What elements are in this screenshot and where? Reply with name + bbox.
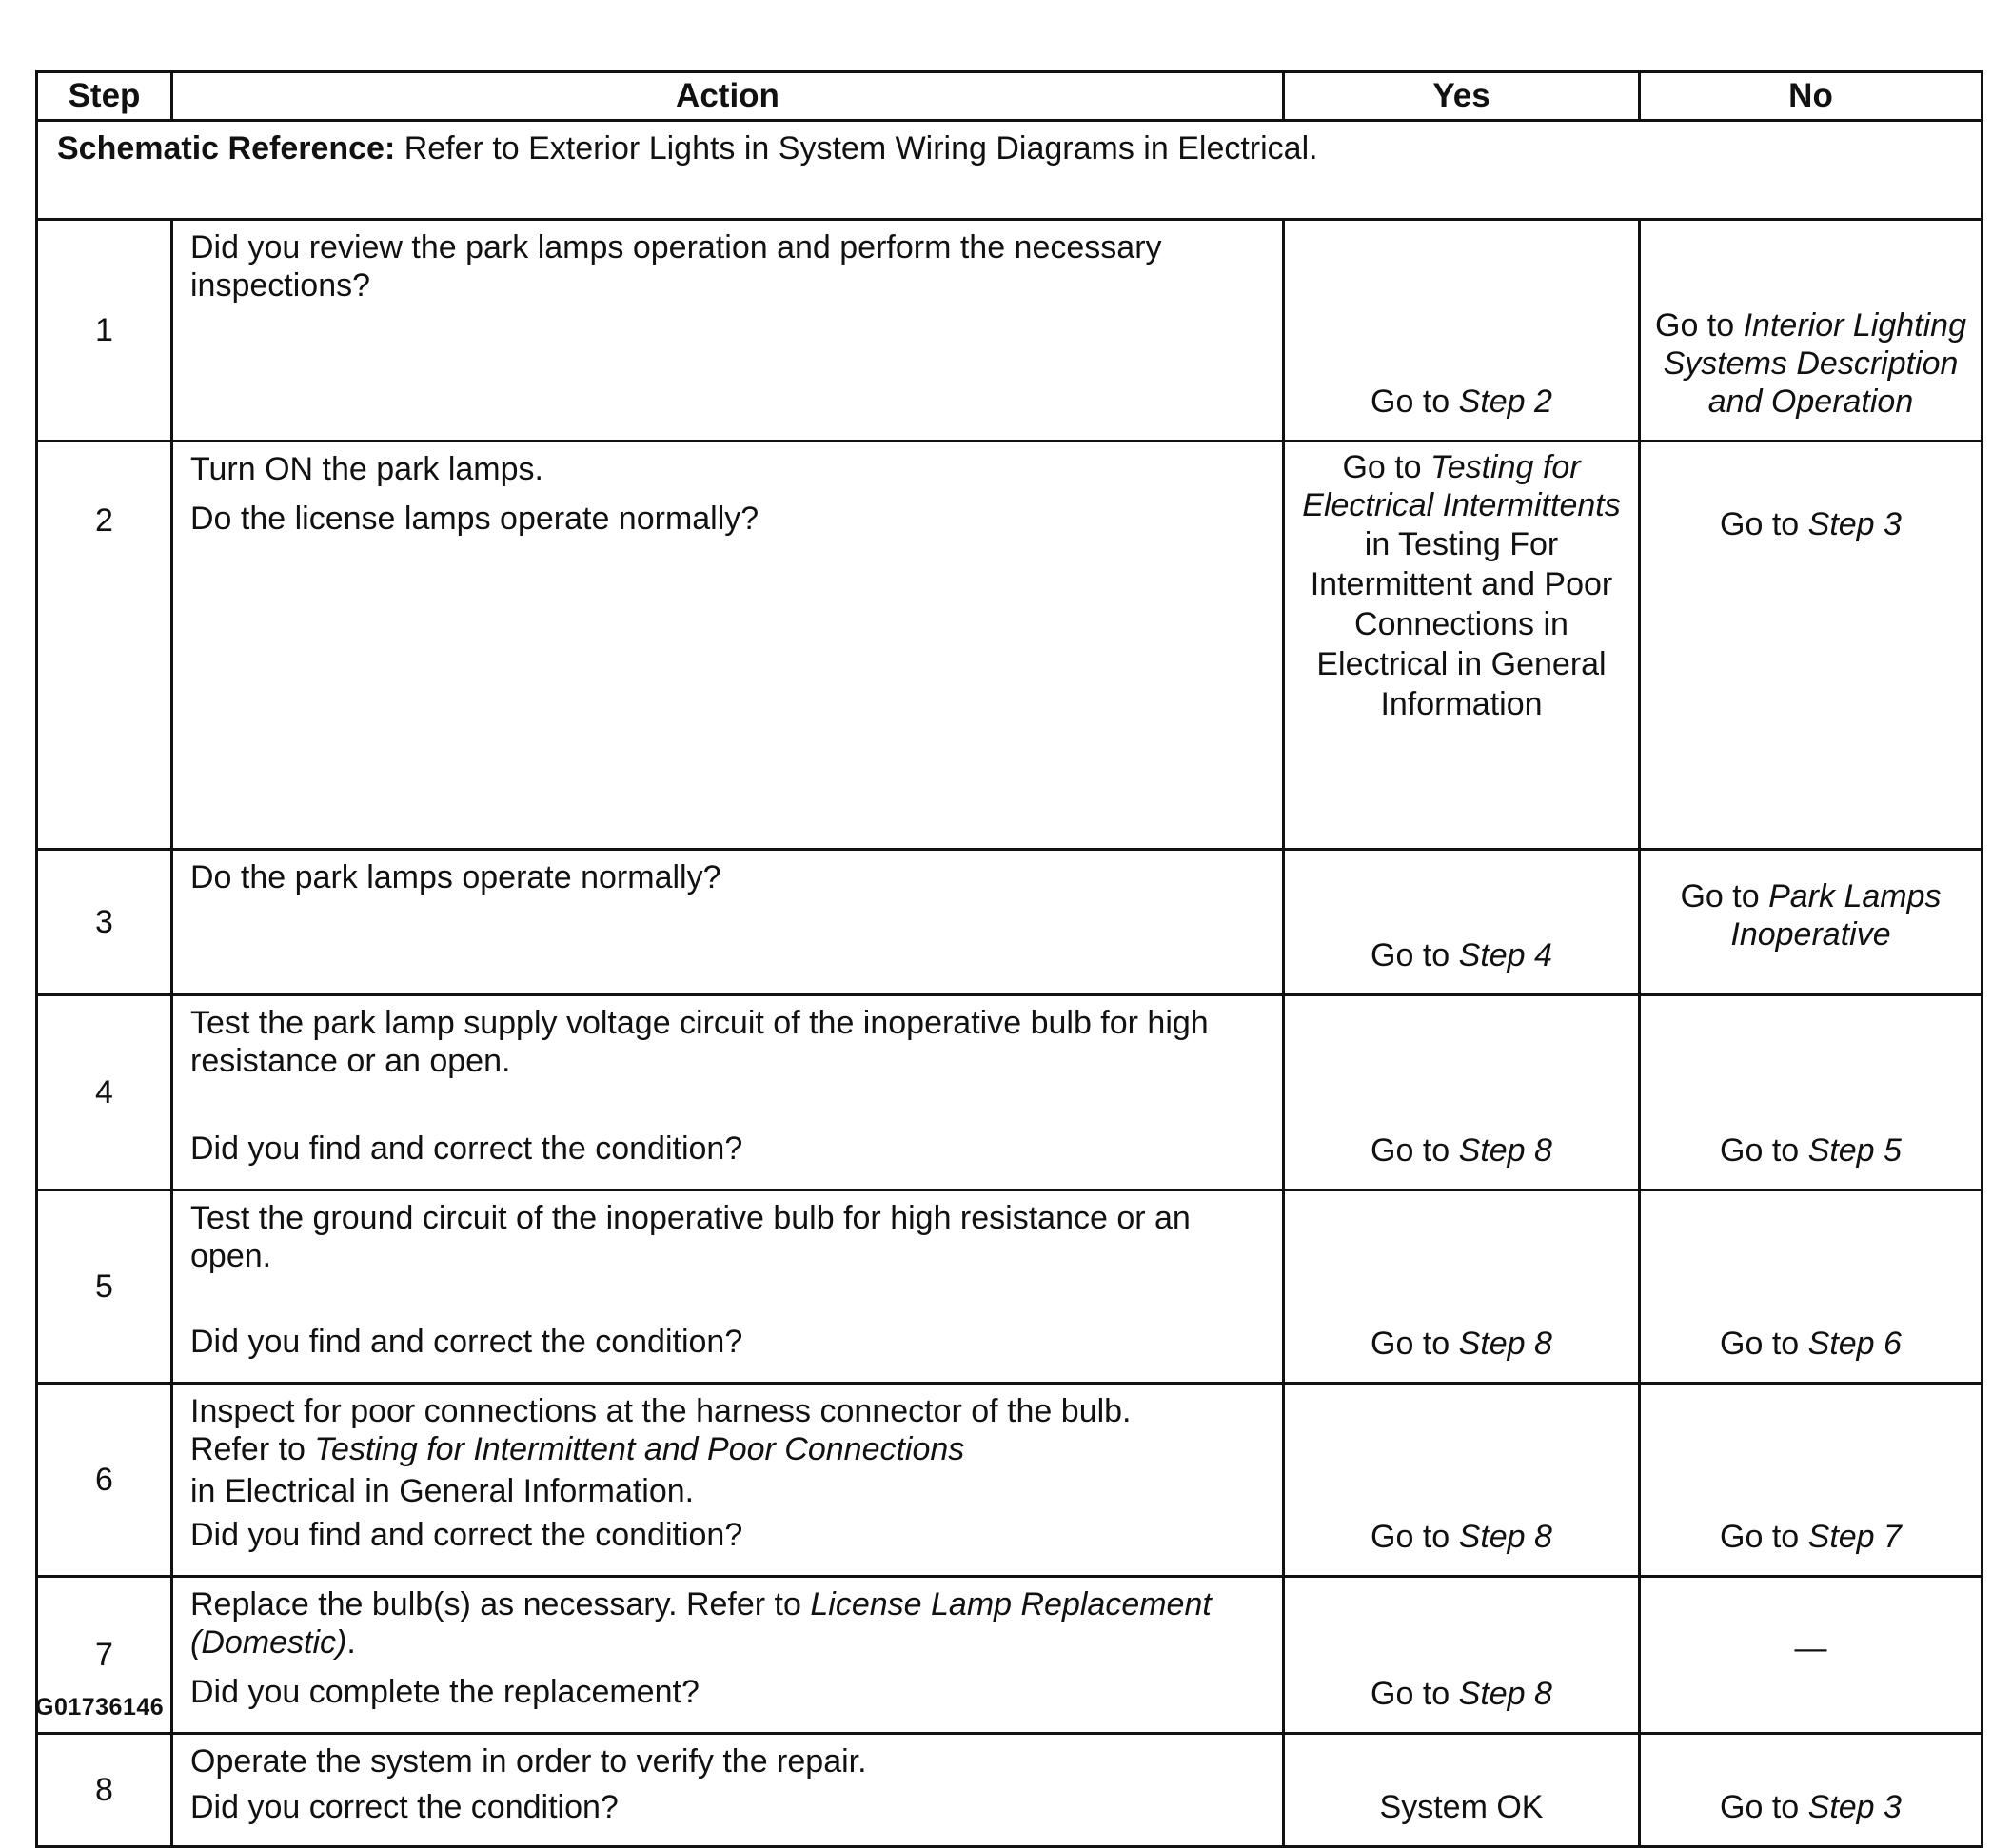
yes-cell	[1284, 1577, 1640, 1734]
schematic-text: Refer to Exterior Lights in System Wiring Diagrams in Electrical.	[395, 130, 1318, 167]
table-row	[37, 1577, 1982, 1734]
yes-link-step[interactable]: Step 2	[1458, 383, 1552, 420]
yes-plain: Go to	[1371, 1326, 1459, 1362]
action-text: Do the park lamps operate normally?	[190, 859, 721, 895]
step-number: 4	[37, 995, 172, 1190]
schematic-reference	[37, 121, 1982, 220]
action-question: Do the license lamps operate normally?	[190, 501, 759, 537]
no-plain: Go to	[1720, 506, 1808, 542]
action-text-cont: in Electrical in General Information.	[190, 1473, 695, 1509]
no-link-step[interactable]: Step 6	[1807, 1326, 1902, 1362]
no-cell	[1640, 1577, 1982, 1734]
no-cell	[1640, 995, 1982, 1190]
no-link-step[interactable]: Step 3	[1807, 1789, 1902, 1825]
action-refer-plain: Refer to	[190, 1431, 315, 1467]
action-question: Did you complete the replacement?	[190, 1674, 700, 1710]
yes-plain: Go to	[1371, 1519, 1459, 1555]
step-number: 6	[37, 1384, 172, 1577]
yes-plain: Go to	[1371, 383, 1459, 420]
table-row	[37, 850, 1982, 995]
no-link-park-lamps[interactable]: Park Lamps Inoperative	[1730, 878, 1942, 953]
yes-rest: in Testing For Intermittent and Poor Connections in Electrical in General Information	[1310, 526, 1613, 722]
table-row	[37, 1190, 1982, 1384]
no-plain: Go to	[1720, 1132, 1808, 1169]
header-step: Step	[37, 72, 172, 121]
yes-link-electrical-intermittents[interactable]: Testing for Electrical Intermittents	[1302, 449, 1621, 523]
header-yes: Yes	[1284, 72, 1640, 121]
table-row	[37, 220, 1982, 442]
action-question: Did you find and correct the condition?	[190, 1130, 743, 1167]
yes-cell	[1284, 442, 1640, 850]
no-cell	[1640, 1734, 1982, 1847]
no-link-step[interactable]: Step 7	[1807, 1519, 1902, 1555]
no-cell	[1640, 1190, 1982, 1384]
action-cell	[172, 1734, 1284, 1847]
no-plain: Go to	[1720, 1789, 1808, 1825]
no-plain: Go to	[1720, 1519, 1808, 1555]
no-plain: Go to	[1655, 307, 1744, 344]
action-question: Did you find and correct the condition?	[190, 1324, 743, 1360]
no-link-interior-lighting[interactable]: Interior Lighting Systems Description and Operation	[1663, 307, 1966, 420]
yes-plain: Go to	[1342, 449, 1431, 485]
table-row	[37, 1384, 1982, 1577]
yes-plain: Go to	[1371, 1676, 1459, 1712]
action-text: Operate the system in order to verify the repair.	[190, 1743, 867, 1779]
no-link-step[interactable]: Step 5	[1807, 1132, 1902, 1169]
action-text	[190, 1585, 1265, 1661]
action-link-testing-intermittent[interactable]: Testing for Intermittent and Poor Connections	[314, 1431, 965, 1467]
step-number: 1	[37, 220, 172, 442]
yes-link-step[interactable]: Step 8	[1458, 1519, 1552, 1555]
header-row	[37, 72, 1982, 121]
yes-link-step[interactable]: Step 8	[1458, 1132, 1552, 1169]
action-text: Turn ON the park lamps.	[190, 451, 543, 487]
action-cell	[172, 220, 1284, 442]
no-plain: Go to	[1720, 1326, 1808, 1362]
yes-system-ok: System OK	[1379, 1789, 1544, 1825]
schematic-row	[37, 121, 1982, 220]
no-link-step[interactable]: Step 3	[1807, 506, 1902, 542]
yes-cell	[1284, 1190, 1640, 1384]
table-row	[37, 442, 1982, 850]
action-cell	[172, 1384, 1284, 1577]
no-dash: —	[1794, 1630, 1827, 1666]
action-text-end: .	[346, 1624, 356, 1661]
yes-plain: Go to	[1371, 1132, 1459, 1169]
header-no: No	[1640, 72, 1982, 121]
action-text: Inspect for poor connections at the harness connector of the bulb.	[190, 1393, 1132, 1429]
step-number: 7	[37, 1577, 172, 1734]
schematic-label: Schematic Reference:	[57, 130, 396, 167]
no-cell	[1640, 442, 1982, 850]
yes-link-step[interactable]: Step 8	[1458, 1676, 1552, 1712]
no-cell	[1640, 220, 1982, 442]
table-row	[37, 995, 1982, 1190]
table-row	[37, 1734, 1982, 1847]
action-text: Test the ground circuit of the inoperative bulb for high resistance or an open.	[190, 1200, 1191, 1274]
step-number: 3	[37, 850, 172, 995]
yes-cell	[1284, 850, 1640, 995]
yes-cell	[1284, 1384, 1640, 1577]
yes-cell	[1284, 995, 1640, 1190]
action-cell	[172, 1577, 1284, 1734]
action-question: Did you find and correct the condition?	[190, 1517, 743, 1553]
action-question: Did you correct the condition?	[190, 1789, 619, 1825]
action-link-license-lamp[interactable]: License Lamp Replacement (Domestic)	[190, 1586, 1212, 1661]
yes-cell	[1284, 220, 1640, 442]
figure-id: G01736146	[35, 1694, 165, 1720]
step-number: 5	[37, 1190, 172, 1384]
no-cell	[1640, 850, 1982, 995]
action-text: Did you review the park lamps operation and perform the necessary inspections?	[190, 229, 1162, 304]
action-cell	[172, 1190, 1284, 1384]
action-cell	[172, 995, 1284, 1190]
yes-plain: Go to	[1371, 937, 1459, 973]
action-text: Test the park lamp supply voltage circuit of the inoperative bulb for high resistance or an open.	[190, 1005, 1209, 1079]
step-number: 8	[37, 1734, 172, 1847]
yes-link-step[interactable]: Step 8	[1458, 1326, 1552, 1362]
action-text-plain: Replace the bulb(s) as necessary. Refer to	[190, 1586, 811, 1622]
yes-link-step[interactable]: Step 4	[1458, 937, 1552, 973]
header-action: Action	[172, 72, 1284, 121]
action-refer-line	[190, 1430, 1265, 1468]
step-number: 2	[37, 442, 172, 850]
diagnostic-table	[35, 70, 1983, 1848]
no-cell	[1640, 1384, 1982, 1577]
action-cell	[172, 850, 1284, 995]
yes-cell	[1284, 1734, 1640, 1847]
no-plain: Go to	[1680, 878, 1769, 914]
action-cell	[172, 442, 1284, 850]
